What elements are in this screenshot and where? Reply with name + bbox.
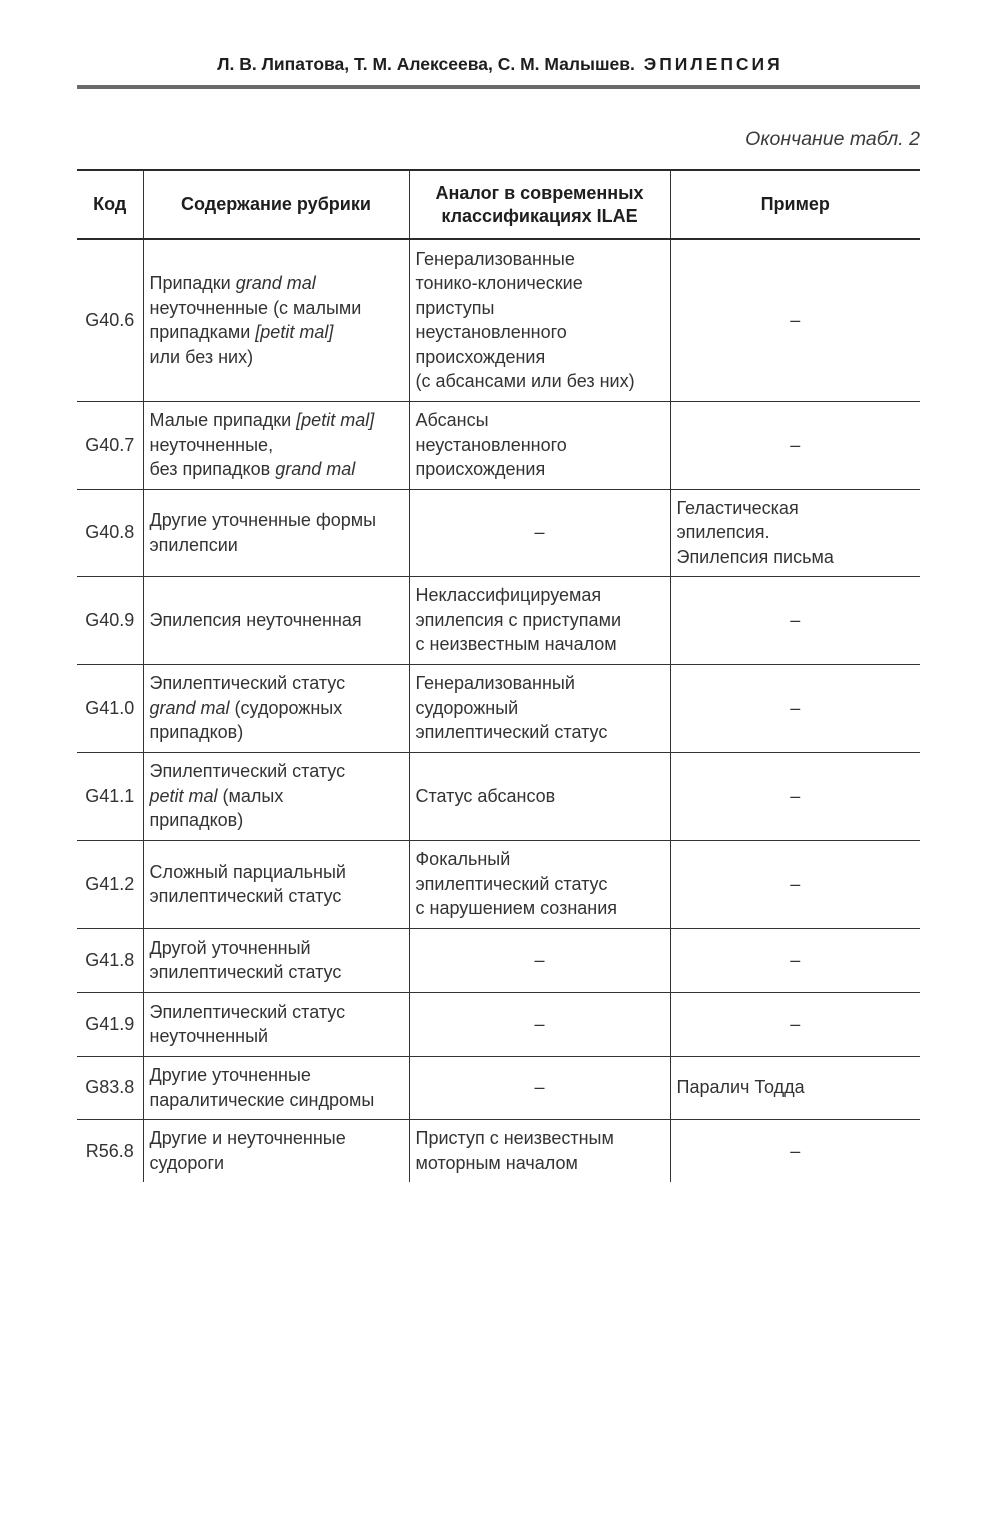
- cell-ilae: [409, 576, 670, 664]
- cell-example-line: –: [790, 310, 801, 330]
- cell-code: G40.6: [77, 239, 143, 401]
- cell-code: G40.8: [77, 489, 143, 576]
- cell-ilae-line: тонико-клонические: [415, 273, 583, 294]
- cell-code: G40.7: [77, 401, 143, 489]
- table-row: [77, 664, 920, 752]
- cell-ilae-line: (с абсансами или без них): [415, 371, 635, 392]
- cell-content-line: припадками [petit mal]: [149, 322, 334, 343]
- cell-ilae-line: Абсансы: [415, 410, 489, 431]
- cell-example: [670, 664, 920, 752]
- header-title: ЭПИЛЕПСИЯ: [643, 54, 783, 74]
- table-row: [77, 752, 920, 840]
- cell-ilae-line: Приступ с неизвестным: [415, 1128, 614, 1149]
- cell-ilae-line: –: [534, 1013, 545, 1034]
- cell-ilae: [409, 840, 670, 928]
- cell-content: [143, 239, 409, 401]
- cell-ilae-line: неустановленного: [415, 434, 567, 455]
- cell-ilae-line: с нарушением сознания: [415, 898, 618, 919]
- cell-ilae-line: приступы: [415, 297, 495, 318]
- table-row: [77, 928, 920, 992]
- column-header-code: Код: [77, 170, 143, 239]
- cell-ilae: [409, 401, 670, 489]
- header-authors: Л. В. Липатова, Т. М. Алексеева, С. М. Малышев.: [217, 54, 635, 74]
- cell-ilae-line: моторным началом: [415, 1152, 578, 1173]
- cell-ilae-line: эпилепсия с приступами: [415, 609, 621, 630]
- cell-example: [670, 576, 920, 664]
- cell-content: [143, 1119, 409, 1182]
- cell-ilae: [409, 928, 670, 992]
- table-row: [77, 1119, 920, 1182]
- cell-content-line: неуточненные,: [149, 434, 274, 455]
- cell-content: [143, 401, 409, 489]
- table-row: [77, 401, 920, 489]
- cell-content-line: grand mal (судорожных: [149, 697, 343, 718]
- cell-ilae-line: эпилептический статус: [415, 873, 608, 894]
- cell-content-line: Другой уточненный: [149, 937, 311, 958]
- cell-example: [670, 489, 920, 576]
- cell-example-line: Паралич Тодда: [676, 1077, 805, 1098]
- cell-content-line: припадков): [149, 810, 244, 831]
- cell-ilae-line: эпилептический статус: [415, 722, 608, 743]
- cell-ilae: [409, 664, 670, 752]
- cell-content-line: Малые припадки [petit mal]: [149, 410, 375, 431]
- cell-example-line: –: [790, 785, 801, 806]
- cell-example: [670, 752, 920, 840]
- cell-content-line: Припадки grand mal: [149, 273, 316, 294]
- cell-content: [143, 928, 409, 992]
- header-rule: [77, 85, 920, 89]
- cell-content: [143, 992, 409, 1056]
- cell-content-line: Другие уточненные формы: [149, 510, 377, 530]
- cell-ilae-line: происхождения: [415, 459, 546, 480]
- cell-content: [143, 489, 409, 576]
- cell-example: [670, 239, 920, 401]
- cell-content-line: неуточненные (с малыми: [149, 297, 362, 318]
- table-row: [77, 1056, 920, 1119]
- cell-code: G41.2: [77, 840, 143, 928]
- cell-content-line: petit mal (малых: [149, 785, 284, 806]
- cell-example-line: –: [790, 1013, 801, 1034]
- cell-ilae-line: –: [534, 949, 545, 970]
- cell-ilae-line: судорожный: [415, 697, 519, 718]
- cell-example-line: Эпилепсия письма: [676, 546, 834, 567]
- cell-content-line: Другие и неуточненные: [149, 1128, 346, 1149]
- cell-example-line: –: [790, 949, 801, 970]
- cell-code: G83.8: [77, 1056, 143, 1119]
- cell-example: [670, 992, 920, 1056]
- cell-example-line: эпилепсия.: [676, 522, 770, 543]
- column-header-example: Пример: [670, 170, 920, 239]
- cell-ilae: [409, 239, 670, 401]
- table-header-row: [77, 170, 920, 239]
- cell-content-line: неуточненный: [149, 1026, 269, 1046]
- cell-ilae-line: –: [534, 522, 545, 543]
- table-row: [77, 992, 920, 1056]
- cell-content-line: эпилептический статус: [149, 962, 342, 982]
- table-row: [77, 840, 920, 928]
- cell-content: [143, 664, 409, 752]
- cell-ilae-line: Статус абсансов: [415, 785, 556, 806]
- cell-ilae-line: с неизвестным началом: [415, 634, 617, 655]
- cell-example-line: Геластическая: [676, 497, 799, 518]
- cell-content-line: эпилепсии: [149, 534, 238, 555]
- cell-ilae: [409, 489, 670, 576]
- cell-content-line: судороги: [149, 1152, 225, 1173]
- cell-ilae-line: Генерализованные: [415, 248, 575, 269]
- cell-code: G41.1: [77, 752, 143, 840]
- cell-content-line: Эпилептический статус: [149, 673, 346, 694]
- cell-ilae-line: –: [534, 1077, 545, 1098]
- cell-code: G41.8: [77, 928, 143, 992]
- cell-ilae-line: Генерализованный: [415, 673, 575, 694]
- cell-ilae: [409, 1056, 670, 1119]
- running-header: [0, 54, 1000, 75]
- cell-content: [143, 752, 409, 840]
- cell-content-line: или без них): [149, 346, 254, 367]
- cell-content-line: Эпилептический статус: [149, 1001, 346, 1022]
- cell-content-line: Эпилепсия неуточненная: [149, 609, 362, 630]
- cell-ilae-line: Фокальный: [415, 849, 511, 870]
- cell-example: [670, 840, 920, 928]
- cell-content: [143, 840, 409, 928]
- cell-content-line: Сложный парциальный: [149, 861, 346, 882]
- cell-example-line: –: [790, 873, 801, 894]
- cell-code: G41.9: [77, 992, 143, 1056]
- column-header-ilae: Аналог в современных классификациях ILAE: [409, 170, 670, 239]
- cell-example: [670, 1119, 920, 1182]
- cell-content-line: Другие уточненные: [149, 1065, 311, 1085]
- cell-example: [670, 1056, 920, 1119]
- cell-example: [670, 928, 920, 992]
- cell-content-line: припадков): [149, 722, 244, 743]
- column-header-content: Содержание рубрики: [143, 170, 409, 239]
- cell-example-line: –: [790, 609, 801, 630]
- table-row: [77, 239, 920, 401]
- cell-ilae: [409, 1119, 670, 1182]
- cell-ilae-line: неустановленного: [415, 322, 567, 343]
- cell-content: [143, 1056, 409, 1119]
- table-row: [77, 489, 920, 576]
- cell-content-line: эпилептический статус: [149, 886, 342, 906]
- cell-content-line: Эпилептический статус: [149, 761, 346, 782]
- cell-ilae: [409, 752, 670, 840]
- cell-ilae-line: происхождения: [415, 346, 546, 367]
- cell-example: [670, 401, 920, 489]
- cell-content-line: паралитические синдромы: [149, 1089, 375, 1110]
- cell-content-line: без припадков grand mal: [149, 459, 356, 480]
- icd-table: [77, 169, 920, 1182]
- cell-ilae: [409, 992, 670, 1056]
- cell-code: G41.0: [77, 664, 143, 752]
- table-caption: Окончание табл. 2: [745, 128, 920, 150]
- cell-example-line: –: [790, 434, 801, 455]
- cell-example-line: –: [790, 697, 801, 718]
- cell-content: [143, 576, 409, 664]
- cell-code: G40.9: [77, 576, 143, 664]
- cell-ilae-line: Неклассифицируемая: [415, 585, 602, 606]
- table-row: [77, 576, 920, 664]
- cell-example-line: –: [790, 1140, 801, 1161]
- cell-code: R56.8: [85, 1140, 134, 1161]
